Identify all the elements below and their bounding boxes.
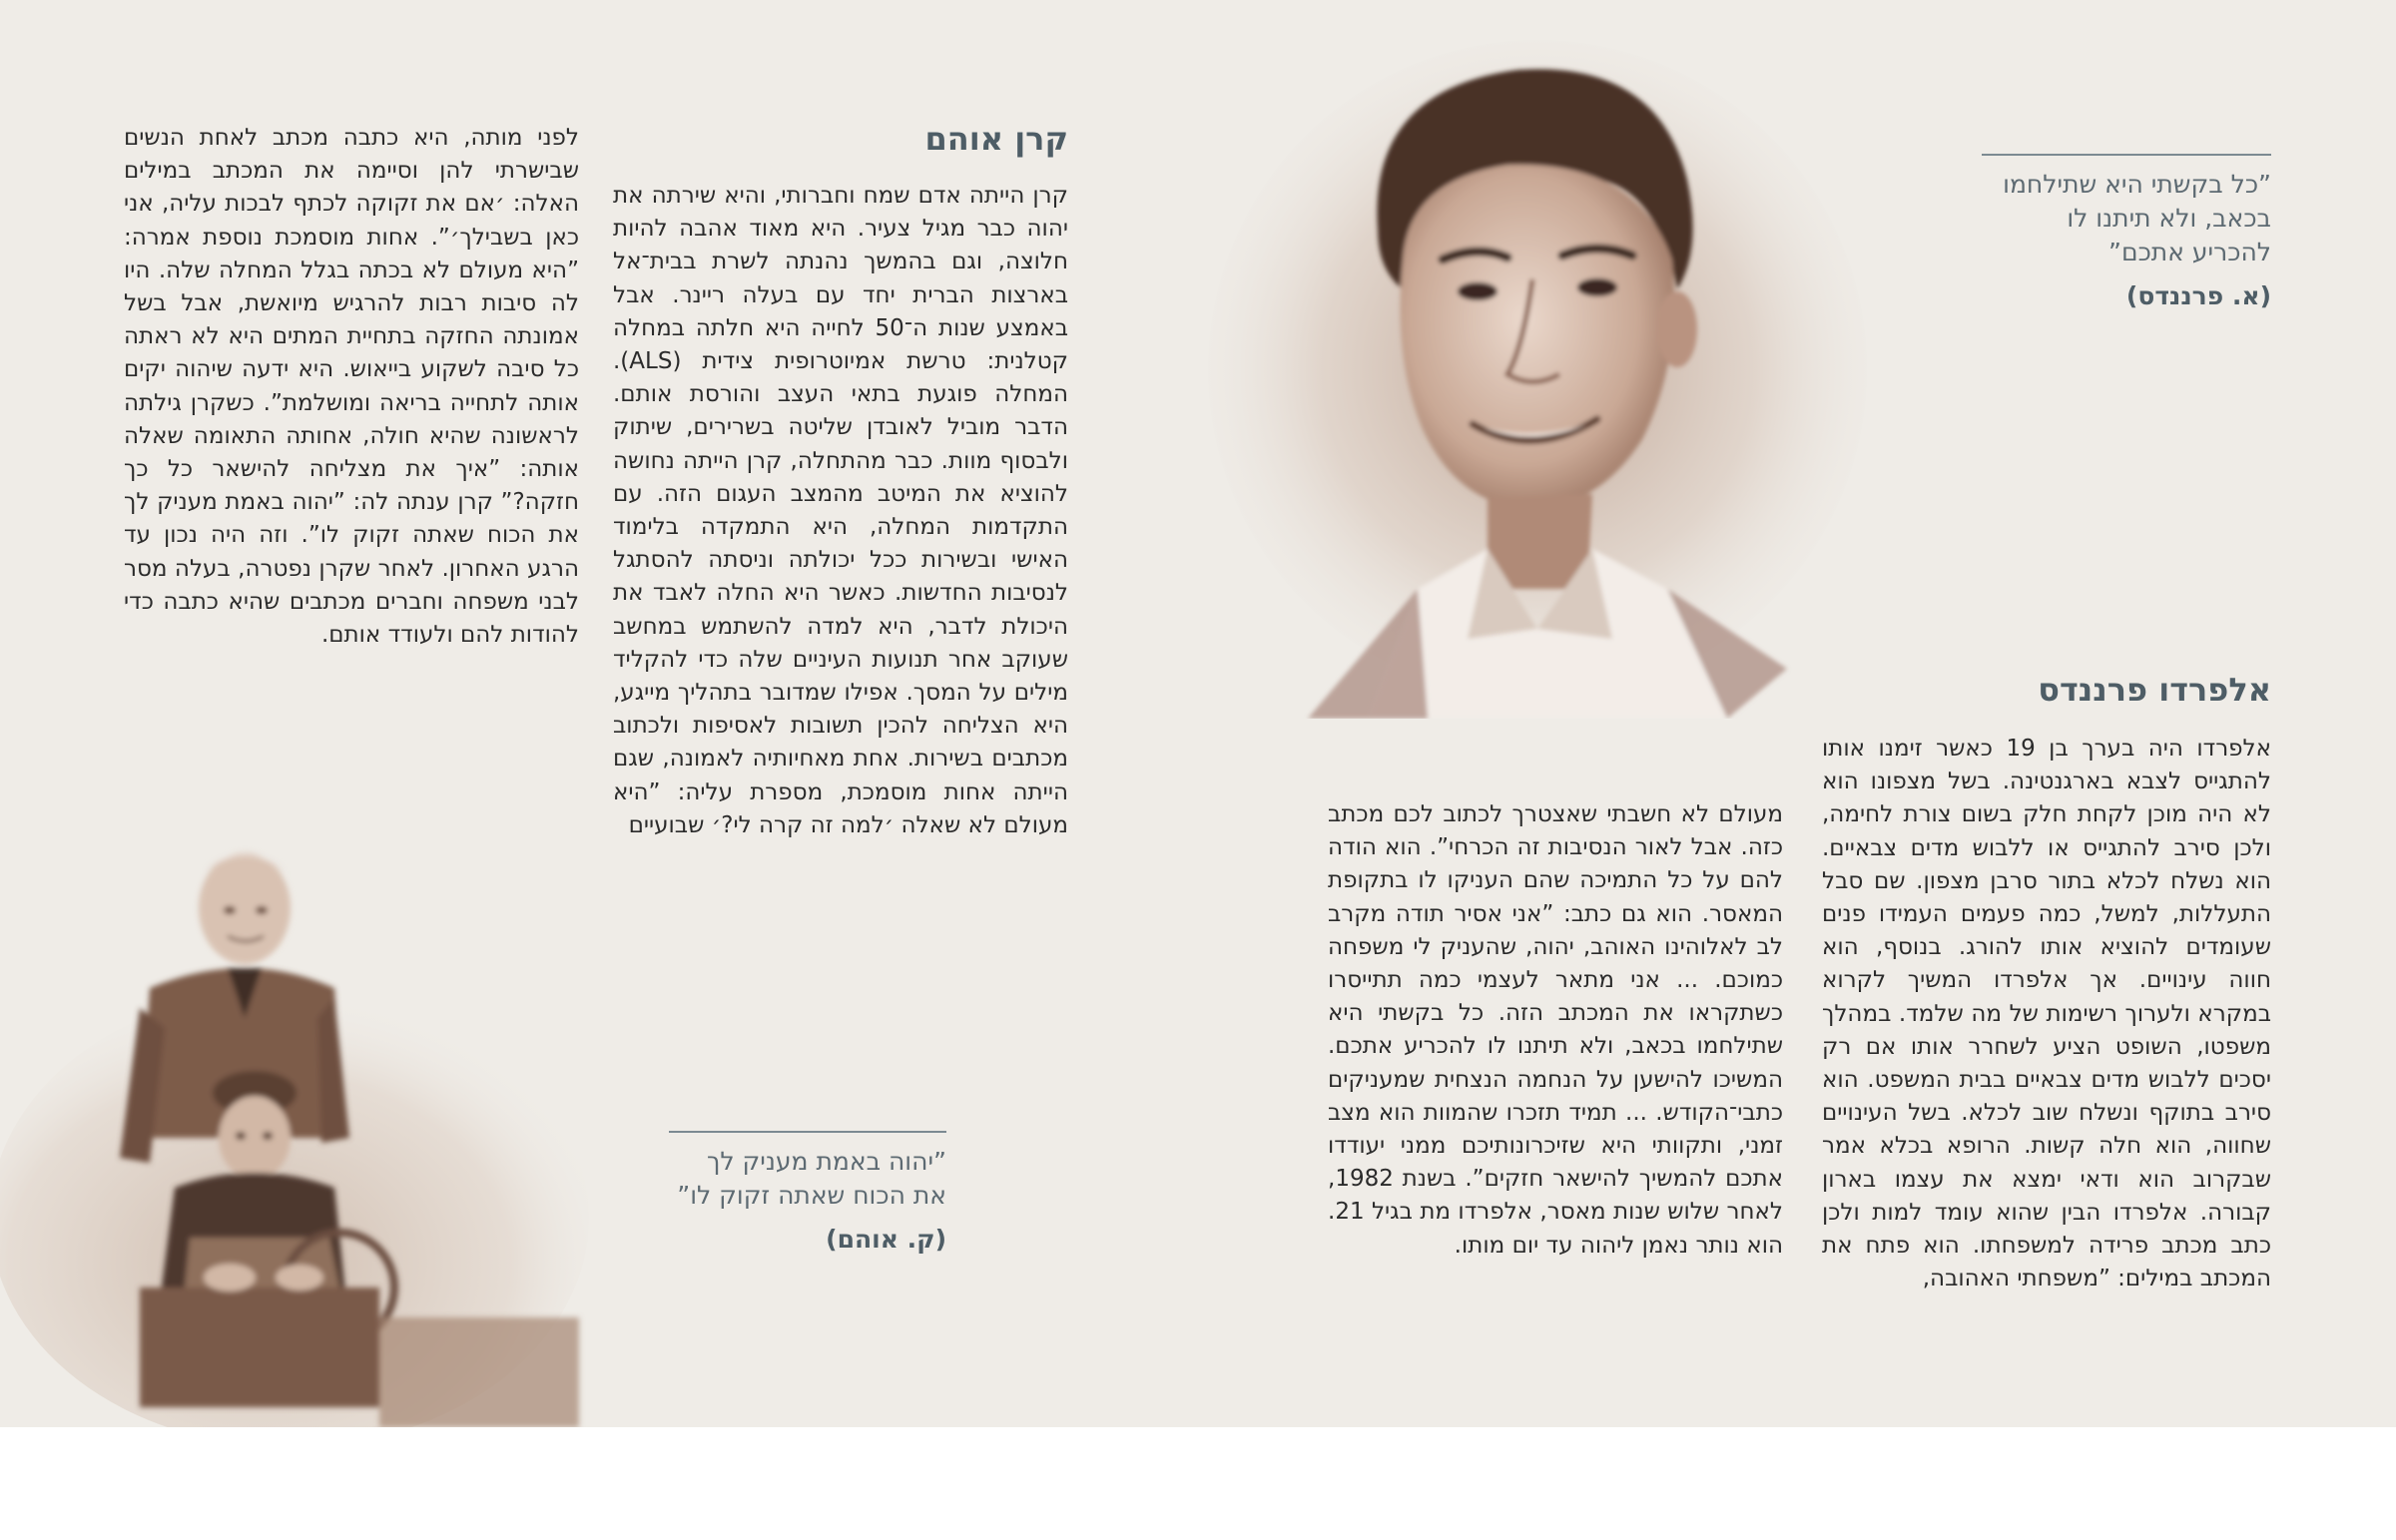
alfredo-body-right-column: אלפרדו היה בערך בן 19 כאשר זימנו אותו להתגייס לצבא בארגנטינה. בשל מצפונו הוא לא היה מוכן לקחת חלק בשום צורת לחימה, ולכן סירב להתגייס או ללבוש מדים צבאיים. הוא נשלח לכלא בתור סרבן מצפון. שם סבל התעללות, למשל, כמה פעמים העמידו פנים שעומדים להוציא אותו להורג. בנוסף, הוא חווה עינויים. אך אלפרדו המשיך לקרוא במקרא ולערוך רשימות של מה שלמד. במהלך משפטו, השופט הציע לשחרר אותו אם רק יסכים ללבוש מדים צבאיים בבית המשפט. הוא סירב בתוקף ונשלח שוב לכלא. בשל העינויים שחווה, הוא חלה קשות. הרופא בכלא אמר שבקרוב הוא ודאי ימצא את עצמו בארון קבורה. אלפרדו הבין שהוא עומד למות ולכן כתב מכתב פרידה למשפחתו. הוא פתח את המכתב במילים: ”משפחתי האהובה, xyxy=(1822,736,2271,1292)
text-column-far-left: לפני מותה, היא כתבה מכתב לאחת הנשים שבישרתי להן וסיימה את המכתב במילים האלה: ׳אם את זקוקה לכתף לבכות עליה, אני כאן בשבילך׳”. אחות מוסמכת נוספת אמרה: ”היא מעולם לא בכתה בגלל המחלה שלה. היו לה סיבות רבות להרגיש מיואשת, אבל בשל אמונתה החזקה בתחיית המתים היא לא ראתה כל סיבה לשקוע בייאוש. היא ידעה שיהוה יקים אותה לתחייה בריאה ומושלמת”. כשקרן גילתה לראשונה שהיא חולה, אחותה התאומה שאלה אותה: ”איך את מצליחה להישאר כל כך חזקה?” קרן ענתה לה: ”יהוה באמת מעניק לך את הכוח שאתה זקוק לו”. וזה היה נכון עד הרגע האחרון. לאחר שקרן נפטרה, בעלה מסר לבני משפחה וחברים מכתבים שהיא כתבה כדי להודות להם ולעודד אותם. xyxy=(124,125,579,649)
keren-ohm-heading: קרן אוהם xyxy=(924,120,1068,158)
alfredo-fernandez-portrait xyxy=(1188,30,1887,719)
alfredo-quote-text: ”כל בקשתי היא שתילחמו בכאב, ולא תיתנו לו להכריע אתכם” xyxy=(2003,170,2271,266)
alfredo-fernandez-heading: אלפרדו פרננדס xyxy=(2038,671,2271,709)
alfredo-quote-attribution: (א. פרננדס) xyxy=(2125,281,2271,310)
alfredo-quote-block xyxy=(1982,154,2271,310)
keren-quote-block xyxy=(669,1131,946,1254)
keren-quote-text: ”יהוה באמת מעניק לך את הכוח שאתה זקוק לו” xyxy=(677,1147,946,1210)
keren-ohm-body: קרן הייתה אדם שמח וחברותי, והיא שירתה את יהוה כבר מגיל צעיר. היא מאוד אהבה להיות חלוצה, וגם בהמשך נהנתה לשרת בבית־אל בארצות הברית יחד עם בעלה ריינר. אבל באמצע שנות ה־50 לחייה היא חלתה במחלה קטלנית: טרשת אמיוטרופית צידית (ALS). המחלה פוגעת בתאי העצב והורסת אותם. הדבר מוביל לאובדן שליטה בשרירים, שיתוק ולבסוף מוות. כבר מהתחלה, קרן הייתה נחושה להוציא את המיטב מהמצב העגום הזה. עם התקדמות המחלה, היא התמקדה בלימוד האישי ובשירות ככל יכולתה וניסתה להסתגל לנסיבות החדשות. כאשר היא החלה לאבד את היכולת לדבר, היא למדה להשתמש במחשב שעוקב אחר תנועות העיניים שלה כדי להקליד מילים על המסך. אפילו שמדובר בתהליך מייגע, היא הצליחה להכין תשובות לאסיפות ולכתוב מכתבים בשירות. אחת מאחיותיה לאמונה, שגם הייתה אחות מוסמכת, מספרת עליה: ”היא מעולם לא שאלה ׳למה זה קרה לי?׳ שבועיים xyxy=(613,183,1068,838)
alfredo-body-left-column: מעולם לא חשבתי שאצטרך לכתוב לכם מכתב כזה. אבל לאור הנסיבות זה הכרחי”. הוא הודה להם על כל התמיכה שהם העניקו לו בתקופת המאסר. הוא גם כתב: ”אני אסיר תודה מקרב לב לאלוהינו האוהב, יהוה, שהעניק לי משפחה כמוכם. ... אני מתאר לעצמי כמה תתייסרו כשתקראו את המכתב הזה. כל בקשתי היא שתילחמו בכאב, ולא תיתנו לו להכריע אתכם. המשיכו להישען על הנחמה הנצחית שמעניקים כתבי־הקודש. ... תמיד תזכרו שהמוות הוא מצב זמני, ותקוותי היא שזיכרונותיכם ממני יעודדו אתכם להמשיך להישאר חזקים”. בשנת 1982, לאחר שלוש שנות מאסר, אלפרדו מת בגיל 21. הוא נותר נאמן ליהוה עד יום מותו. xyxy=(1328,801,1783,1259)
keren-and-husband-illustration xyxy=(0,818,619,1427)
keren-quote-attribution: (ק. אוהם) xyxy=(826,1225,946,1254)
quote-divider xyxy=(669,1131,946,1133)
quote-divider xyxy=(1982,154,2271,156)
